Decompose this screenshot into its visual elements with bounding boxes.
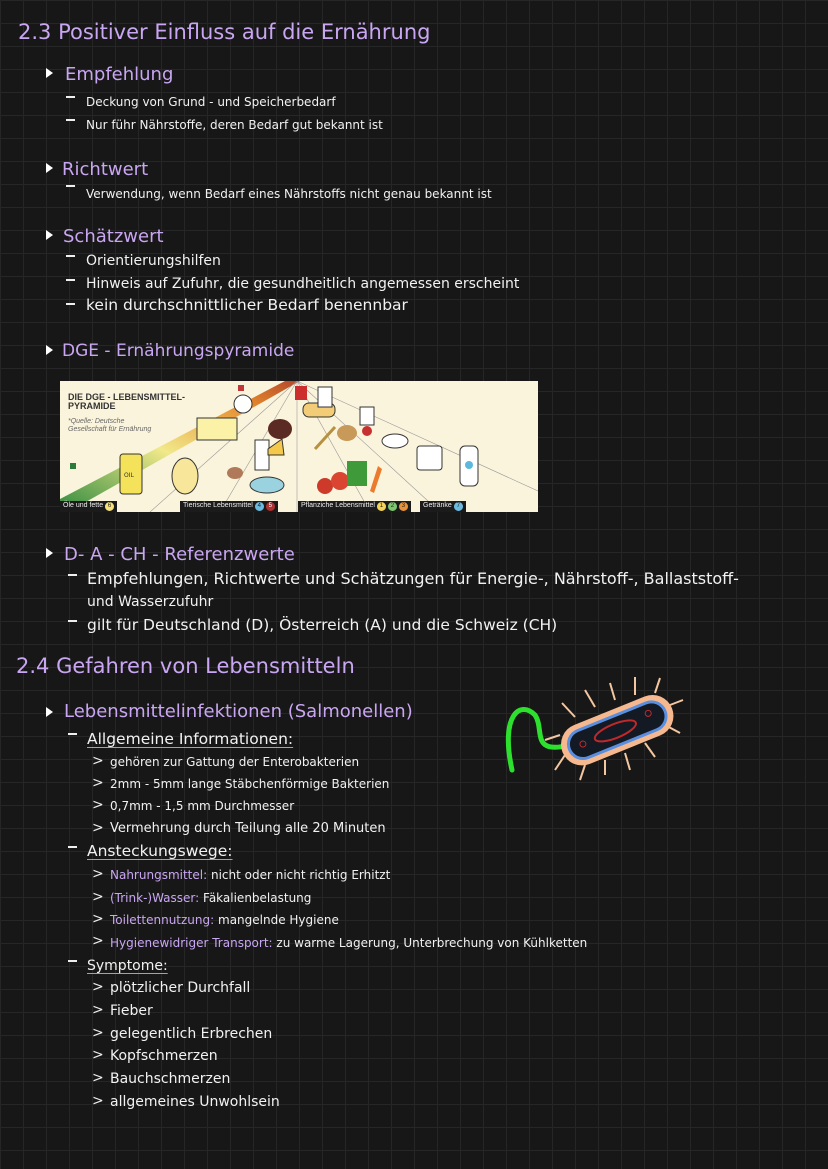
dash-icon — [68, 846, 77, 848]
dash-icon — [68, 960, 77, 962]
dash-icon — [66, 96, 75, 98]
list-item: kein durchschnittlicher Bedarf benennbar — [86, 296, 408, 314]
chevron-right-icon: > — [92, 1025, 104, 1041]
pyramid-title: DIE DGE - LEBENSMITTEL-PYRAMIDE — [68, 392, 185, 411]
pyramid-source: *Quelle: Deutsche Gesellschaft für Ernährung — [68, 418, 152, 434]
chevron-right-icon: > — [92, 797, 104, 813]
list-item: Deckung von Grund - und Speicherbedarf — [86, 95, 336, 109]
dash-icon — [66, 255, 75, 257]
subheading-allgemein: Allgemeine Informationen: — [87, 730, 294, 748]
chevron-right-icon: > — [92, 775, 104, 791]
list-item-continued: und Wasserzufuhr — [87, 594, 214, 610]
list-item: Nur führ Nährstoffe, deren Bedarf gut bekannt ist — [86, 118, 383, 132]
list-item: Verwendung, wenn Bedarf eines Nährstoffs nicht genau bekannt ist — [86, 187, 492, 201]
chevron-right-icon: > — [92, 1047, 104, 1063]
list-item: 0,7mm - 1,5 mm Durchmesser — [110, 799, 295, 813]
route-label: Hygienewidriger Transport: — [110, 936, 273, 950]
legend-oele: Öle und fette 6 — [60, 501, 117, 512]
list-item: Kopfschmerzen — [110, 1048, 218, 1064]
dash-icon — [66, 185, 75, 187]
list-item: gehören zur Gattung der Enterobakterien — [110, 755, 360, 769]
chevron-right-icon: > — [92, 820, 104, 836]
list-item: Hinweis auf Zufuhr, die gesundheitlich angemessen erscheint — [86, 276, 520, 292]
bullet-icon — [46, 707, 53, 717]
dash-icon — [68, 620, 77, 622]
dash-icon — [66, 303, 75, 305]
heading-richtwert: Richtwert — [62, 159, 149, 180]
list-item: Fieber — [110, 1003, 153, 1019]
list-item: plötzlicher Durchfall — [110, 980, 251, 996]
section-title-2-4: 2.4 Gefahren von Lebensmitteln — [16, 654, 355, 678]
heading-pyramide: DGE - Ernährungspyramide — [62, 341, 295, 361]
heading-schaetzwert: Schätzwert — [63, 226, 164, 247]
dash-icon — [66, 119, 75, 121]
chevron-right-icon: > — [92, 911, 104, 927]
route-label: Nahrungsmittel: — [110, 868, 208, 882]
subheading-symptome: Symptome: — [87, 958, 168, 974]
route-detail: Fäkalienbelastung — [203, 891, 312, 905]
salmonella-bacterium-icon — [500, 675, 685, 785]
dge-pyramid-image — [60, 381, 538, 512]
legend-pflanzlich: Pflanziche Lebensmittel 1 2 3 — [298, 501, 411, 512]
list-item: Vermehrung durch Teilung alle 20 Minuten — [110, 821, 386, 836]
subheading-ansteckungswege: Ansteckungswege: — [87, 842, 233, 860]
route-label: (Trink-)Wasser: — [110, 891, 200, 905]
bullet-icon — [46, 68, 53, 78]
chevron-right-icon: > — [92, 1002, 104, 1018]
legend-tierisch: Tierische Lebensmittel 4 5 — [180, 501, 278, 512]
bullet-icon — [46, 548, 53, 558]
heading-dach: D- A - CH - Referenzwerte — [64, 544, 295, 565]
chevron-right-icon: > — [92, 1093, 104, 1109]
route-label: Toilettennutzung: — [110, 913, 215, 927]
list-item: 2mm - 5mm lange Stäbchenförmige Bakterien — [110, 777, 390, 791]
chevron-right-icon: > — [92, 979, 104, 995]
dash-icon — [68, 733, 77, 735]
chevron-right-icon: > — [92, 866, 104, 882]
list-item: allgemeines Unwohlsein — [110, 1094, 280, 1110]
list-item: gelegentlich Erbrechen — [110, 1026, 273, 1042]
dash-icon — [66, 279, 75, 281]
chevron-right-icon: > — [92, 933, 104, 949]
oil-label: OIL — [124, 472, 134, 479]
route-detail: mangelnde Hygiene — [218, 913, 339, 927]
legend-getraenke: Getränke 7 — [420, 501, 466, 512]
list-item: gilt für Deutschland (D), Österreich (A) und die Schweiz (CH) — [87, 616, 558, 634]
route-detail: zu warme Lagerung, Unterbrechung von Kühlketten — [276, 936, 588, 950]
list-item: Orientierungshilfen — [86, 253, 221, 269]
bullet-icon — [46, 345, 53, 355]
bullet-icon — [46, 163, 53, 173]
chevron-right-icon: > — [92, 889, 104, 905]
chevron-right-icon: > — [92, 1070, 104, 1086]
dash-icon — [68, 574, 77, 576]
bullet-icon — [46, 230, 53, 240]
heading-empfehlung: Empfehlung — [65, 64, 174, 85]
chevron-right-icon: > — [92, 753, 104, 769]
heading-lebensmittelinfektionen: Lebensmittelinfektionen (Salmonellen) — [64, 701, 413, 722]
section-title-2-3: 2.3 Positiver Einfluss auf die Ernährung — [18, 20, 431, 44]
list-item: Empfehlungen, Richtwerte und Schätzungen für Energie-, Nährstoff-, Ballaststoff- — [87, 569, 739, 588]
list-item: Bauchschmerzen — [110, 1071, 231, 1087]
route-detail: nicht oder nicht richtig Erhitzt — [210, 868, 391, 882]
